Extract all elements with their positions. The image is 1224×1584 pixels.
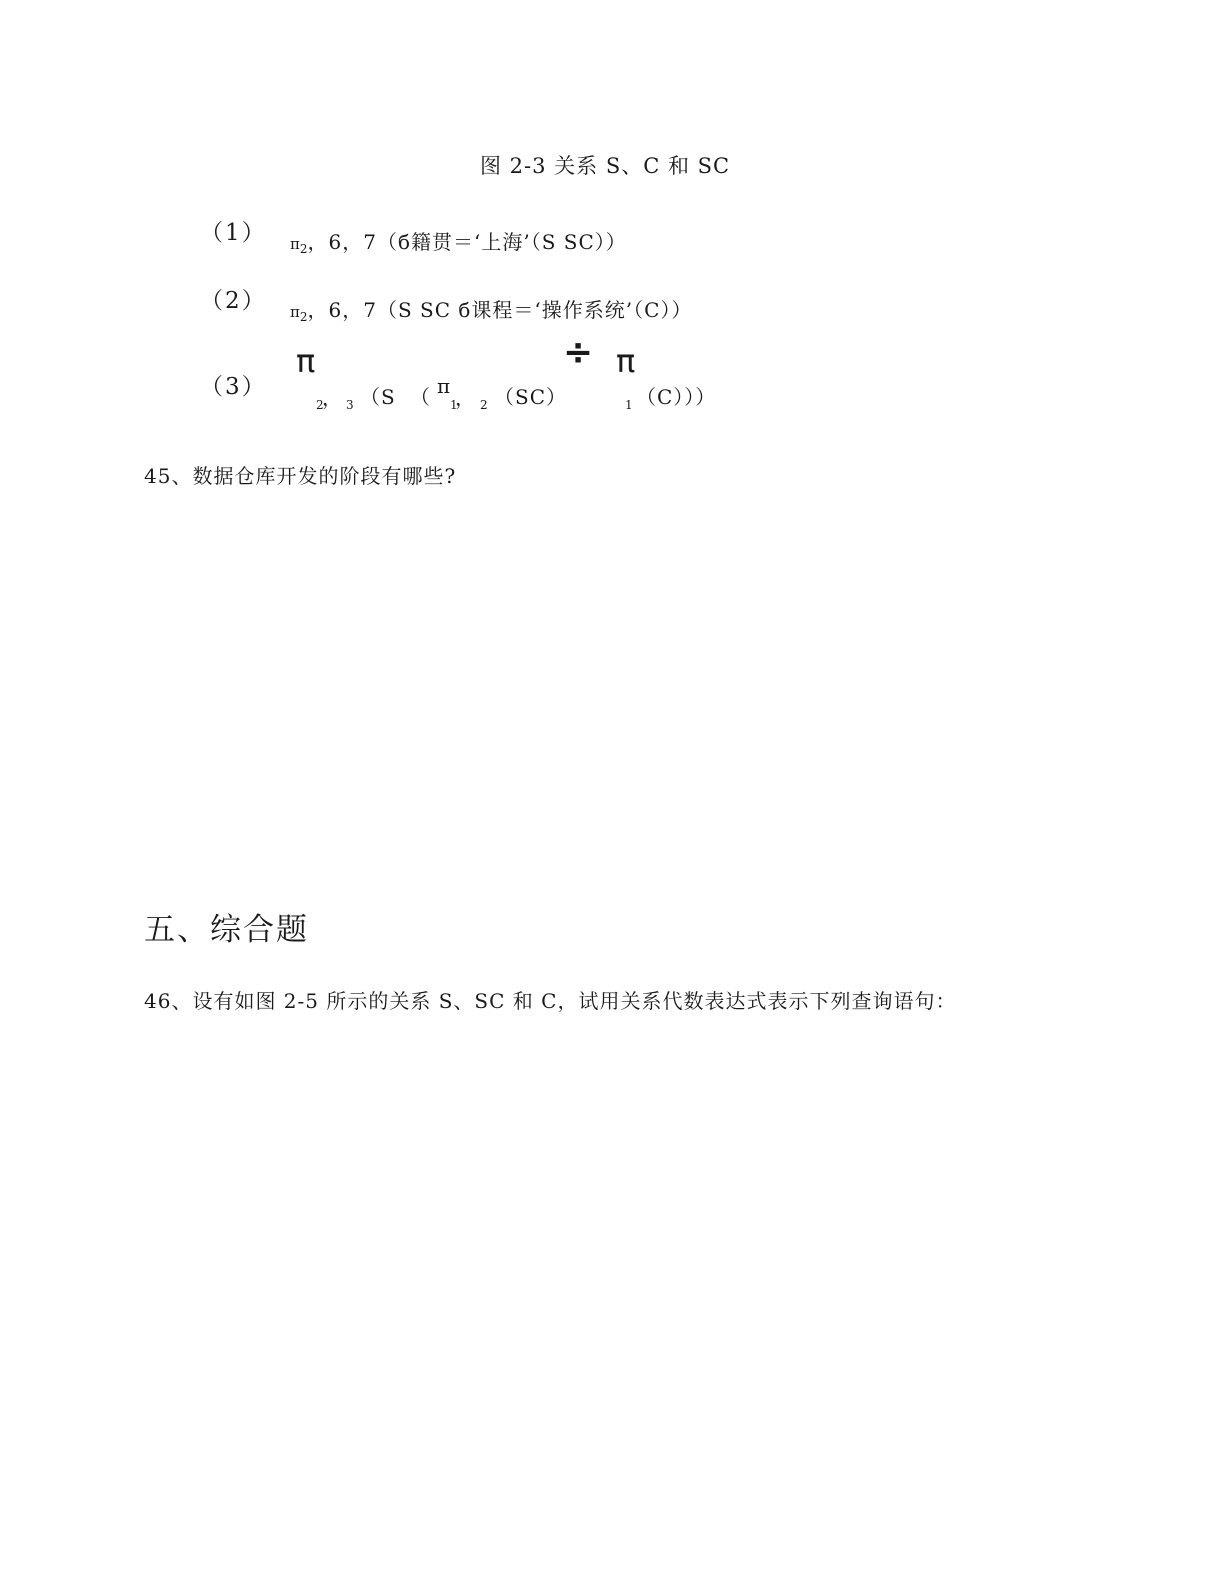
projection-subscript: 2 — [299, 242, 308, 257]
projection-symbol-mid: π — [437, 374, 452, 398]
subscript-2b: 2 — [480, 398, 488, 412]
item-2-expr-text: ，6，7（S SC б课程＝‘操作系统’（C）） — [307, 298, 693, 322]
projection-subscript: 2 — [299, 310, 308, 325]
division-symbol: ÷ — [563, 332, 594, 373]
comma: ， — [322, 386, 343, 410]
item-1-label: （1） — [200, 220, 267, 246]
comma-2: ， — [455, 386, 476, 410]
relation-sc: （SC） — [494, 385, 568, 409]
question-45: 45、数据仓库开发的阶段有哪些? — [144, 464, 457, 488]
item-2-label: （2） — [200, 288, 267, 314]
subscript-1: 1 — [450, 398, 458, 412]
projection-symbol: π — [290, 303, 300, 321]
projection-symbol: π — [290, 235, 300, 253]
subscript-3: 3 — [346, 398, 354, 412]
question-46: 46、设有如图 2-5 所示的关系 S、SC 和 C，试用关系代数表达式表示下列查询语句： — [144, 989, 957, 1013]
item-1-expression — [290, 226, 627, 256]
projection-symbol-large: π — [296, 342, 316, 380]
section-heading: 五、综合题 — [144, 912, 309, 948]
subscript-1b: 1 — [625, 398, 633, 412]
item-2-expression — [290, 294, 692, 324]
open-paren: （ — [410, 385, 431, 409]
projection-symbol-large-2: π — [616, 342, 636, 380]
item-3-label: （3） — [200, 374, 267, 400]
relation-s: （S — [360, 385, 396, 409]
relation-c-tail: （C））） — [636, 385, 717, 409]
figure-caption: 图 2-3 关系 S、C 和 SC — [480, 154, 731, 178]
subscript-2: 2 — [316, 398, 324, 412]
item-1-expr-text: ，6，7（б籍贯＝‘上海’（S SC）） — [307, 230, 627, 254]
